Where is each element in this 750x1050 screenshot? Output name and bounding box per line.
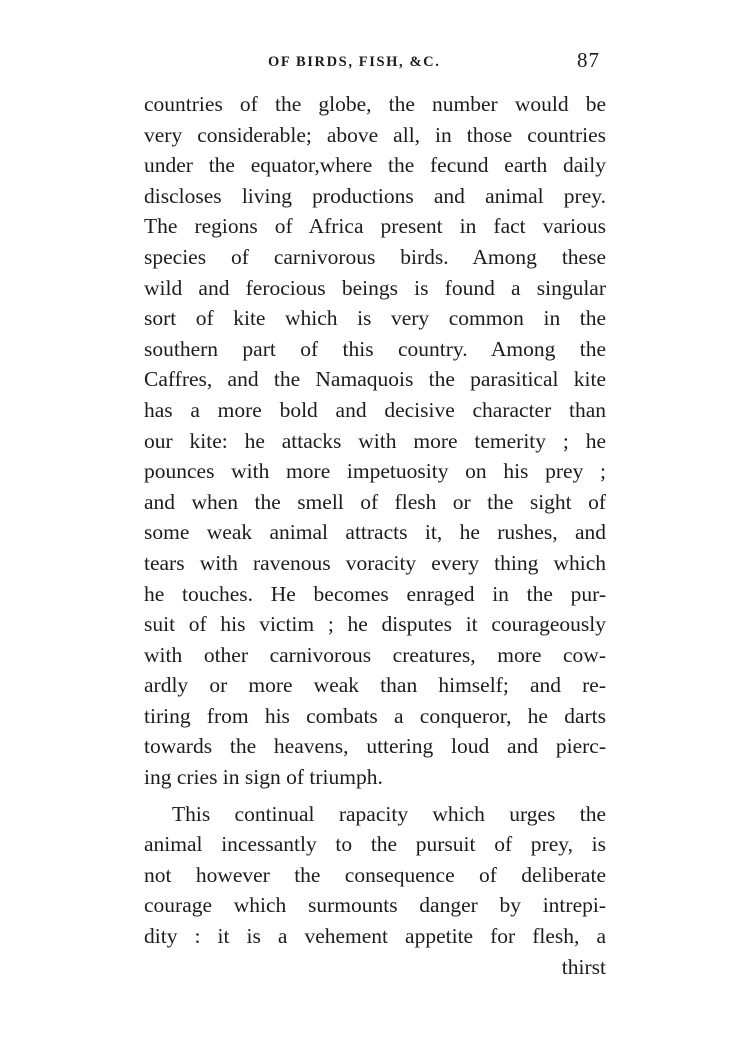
text-line: pounces with more impetuosity on his prey ; xyxy=(144,459,606,484)
text-line: very considerable; above all, in those countries xyxy=(144,122,606,147)
text-line: countries of the globe, the number would be xyxy=(144,92,606,116)
text-line: dity : it is a vehement appetite for flesh, a xyxy=(144,924,606,949)
text-line: southern part of this country. Among the xyxy=(144,336,606,361)
text-line: not however the consequence of deliberate xyxy=(144,862,606,887)
paragraph xyxy=(144,89,606,793)
running-head xyxy=(144,48,606,76)
text-line: courage which surmounts danger by intrepi- xyxy=(144,893,606,918)
text-line: he touches. He becomes enraged in the pur- xyxy=(144,581,606,606)
text-line: species of carnivorous birds. Among these xyxy=(144,244,606,269)
text-line: ardly or more weak than himself; and re- xyxy=(144,673,606,698)
text-line: and when the smell of flesh or the sight of xyxy=(144,489,606,514)
text-line: with other carnivorous creatures, more cow- xyxy=(144,642,606,667)
text-line: under the equator,where the fecund earth daily xyxy=(144,153,606,178)
catchword: thirst xyxy=(561,954,606,979)
running-head-title: OF BIRDS, FISH, &C. xyxy=(268,54,441,70)
text-line: Caffres, and the Namaquois the parasitical kite xyxy=(144,367,606,392)
text-line: animal incessantly to the pursuit of prey, is xyxy=(144,832,606,857)
text-line: our kite: he attacks with more temerity ; he xyxy=(144,428,606,453)
text-line: wild and ferocious beings is found a singular xyxy=(144,275,606,300)
text-line: some weak animal attracts it, he rushes, and xyxy=(144,520,606,545)
text-line: tears with ravenous voracity every thing which xyxy=(144,550,606,575)
text-line: discloses living productions and animal prey. xyxy=(144,183,606,208)
text-line: tiring from his combats a conqueror, he darts xyxy=(144,703,606,728)
text-line: sort of kite which is very common in the xyxy=(144,306,606,331)
page-number: 87 xyxy=(577,48,600,72)
text-line: suit of his victim ; he disputes it courageously xyxy=(144,612,606,637)
text-line: The regions of Africa present in fact various xyxy=(144,214,606,239)
text-line: towards the heavens, uttering loud and pierc- xyxy=(144,734,606,759)
text-line: has a more bold and decisive character than xyxy=(144,397,606,422)
text-line: ing cries in sign of triumph. xyxy=(144,765,383,790)
text-line: This continual rapacity which urges the xyxy=(172,801,606,826)
paragraph xyxy=(144,799,606,952)
body-text xyxy=(144,89,606,982)
